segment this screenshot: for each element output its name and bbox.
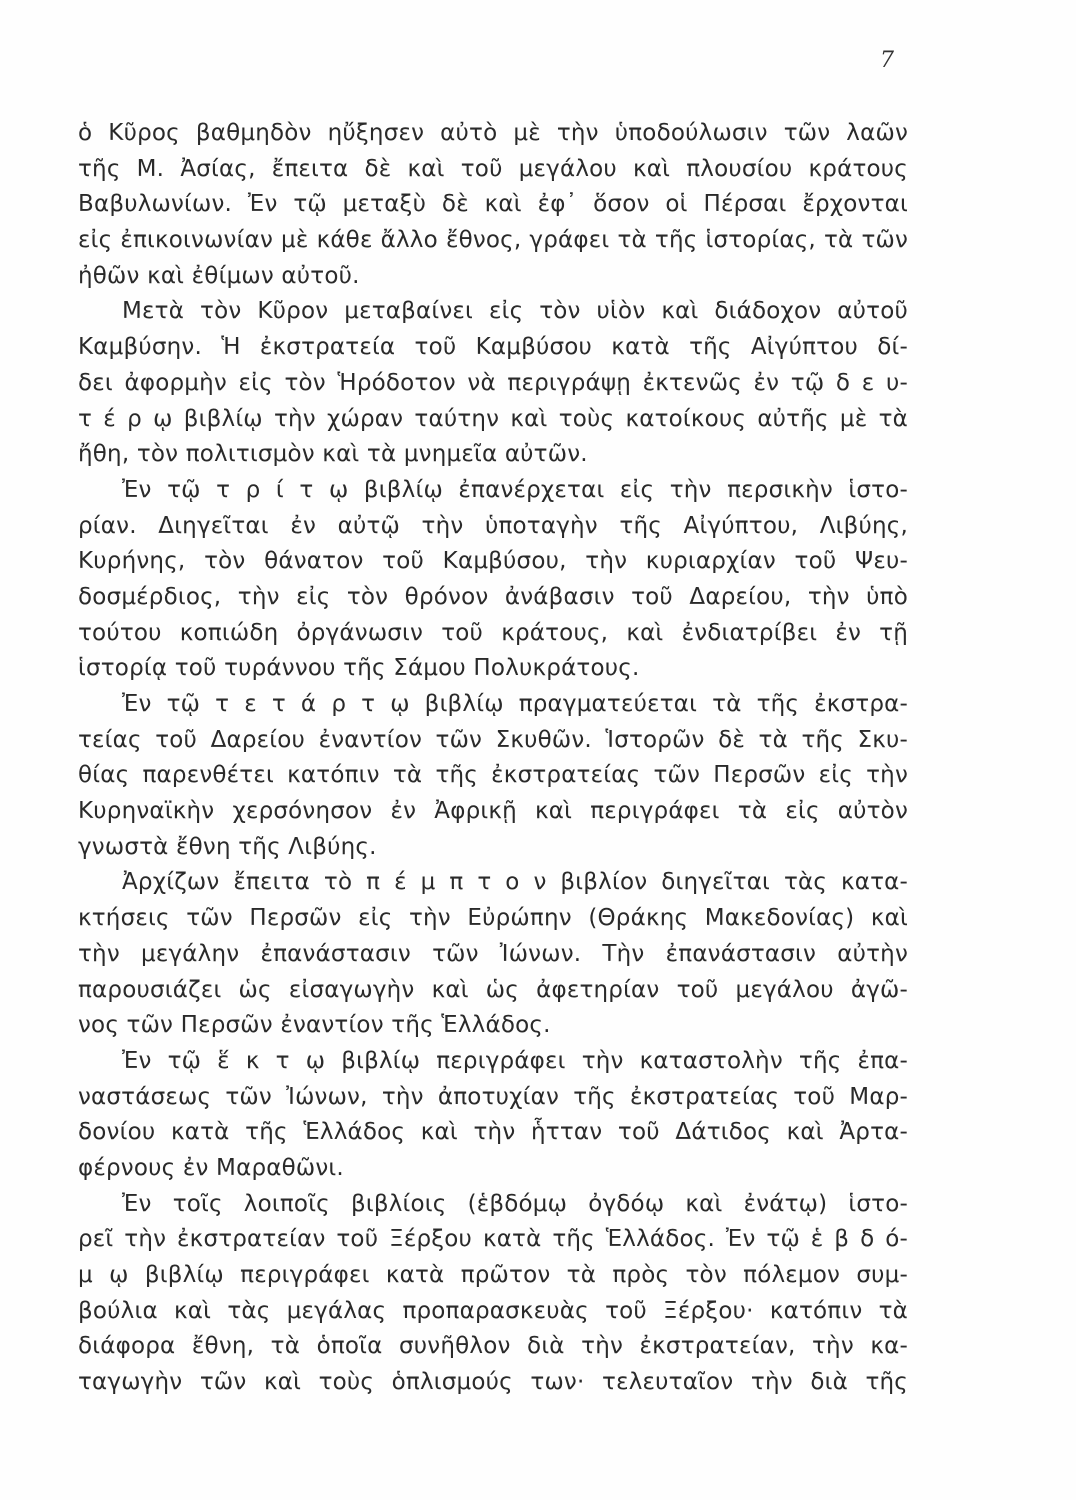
- text-line: τούτου κοπιώδη ὀργάνωσιν τοῦ κράτους, καὶ ἐνδιατρίβει ἐν τῇ: [78, 619, 908, 646]
- text-line: ἤθη, τὸν πολιτισμὸν καὶ τὰ μνημεῖα αὐτῶν.: [78, 441, 588, 468]
- text-line: ὁ Κῦρος βαθμηδὸν ηὔξησεν αὐτὸ μὲ τὴν ὑποδούλωσιν τῶν λαῶν: [78, 120, 908, 146]
- text-line: Ἐν τῷ τ ρ ί τ ῳ βιβλίῳ ἐπανέρχεται εἰς τὴν περσικὴν ἱστο-: [122, 476, 908, 503]
- text-line: κτήσεις τῶν Περσῶν εἰς τὴν Εὐρώπην (Θράκης Μακεδονίας) καὶ: [78, 905, 908, 932]
- text-line: Κυρηναϊκὴν χερσόνησον ἐν Ἀφρικῇ καὶ περιγράφει τὰ εἰς αὐτὸν: [78, 798, 908, 825]
- body-text: [78, 116, 908, 1401]
- text-line: ναστάσεως τῶν Ἰώνων, τὴν ἀποτυχίαν τῆς ἐκστρατείας τοῦ Μαρ-: [78, 1083, 908, 1110]
- page-number: 7: [880, 48, 894, 73]
- text-line: βούλια καὶ τὰς μεγάλας προπαρασκευὰς τοῦ Ξέρξου· κατόπιν τὰ: [78, 1297, 908, 1324]
- text-line: διάφορα ἔθνη, τὰ ὁποῖα συνῆθλον διὰ τὴν ἐκστρατείαν, τὴν κα-: [78, 1333, 908, 1360]
- text-line: Ἐν τῷ τ ε τ ά ρ τ ῳ βιβλίῳ πραγματεύεται τὰ τῆς ἐκστρα-: [122, 691, 908, 717]
- text-line: νος τῶν Περσῶν ἐναντίον τῆς Ἑλλάδος.: [78, 1012, 551, 1039]
- text-line: Καμβύσην. Ἡ ἐκστρατεία τοῦ Καμβύσου κατὰ τῆς Αἰγύπτου δί-: [78, 334, 908, 361]
- text-line: φέρνους ἐν Μαραθῶνι.: [78, 1154, 344, 1181]
- text-line: ρεῖ τὴν ἐκστρατείαν τοῦ Ξέρξου κατὰ τῆς Ἑλλάδος. Ἐν τῷ ἑ β δ ό-: [78, 1226, 908, 1253]
- text-line: ρίαν. Διηγεῖται ἐν αὐτῷ τὴν ὑποταγὴν τῆς Αἰγύπτου, Λιβύης,: [78, 512, 908, 539]
- text-line: παρουσιάζει ὡς εἰσαγωγὴν καὶ ὡς ἀφετηρίαν τοῦ μεγάλου ἀγῶ-: [78, 976, 908, 1003]
- text-line: Ἀρχίζων ἔπειτα τὸ π έ μ π τ ο ν βιβλίον διηγεῖται τὰς κατα-: [122, 869, 908, 896]
- text-line: εἰς ἐπικοινωνίαν μὲ κάθε ἄλλο ἔθνος, γράφει τὰ τῆς ἱστορίας, τὰ τῶν: [78, 227, 908, 254]
- text-line: γνωστὰ ἔθνη τῆς Λιβύης.: [78, 833, 377, 860]
- text-line: ταγωγὴν τῶν καὶ τοὺς ὁπλισμούς των· τελευταῖον τὴν διὰ τῆς: [78, 1369, 908, 1396]
- text-line: τὴν μεγάλην ἐπανάστασιν τῶν Ἰώνων. Τὴν ἐπανάστασιν αὐτὴν: [78, 940, 908, 967]
- text-line: Ἐν τῷ ἕ κ τ ῳ βιβλίῳ περιγράφει τὴν καταστολὴν τῆς ἐπα-: [122, 1047, 908, 1074]
- text-line: μ ῳ βιβλίῳ περιγράφει κατὰ πρῶτον τὰ πρὸς τὸν πόλεμον συμ-: [78, 1262, 908, 1288]
- text-line: ἠθῶν καὶ ἐθίμων αὐτοῦ.: [78, 262, 360, 289]
- text-line: δει ἀφορμὴν εἰς τὸν Ἡρόδοτον νὰ περιγράψῃ ἐκτενῶς ἐν τῷ δ ε υ-: [78, 369, 908, 396]
- text-line: Βαβυλωνίων. Ἐν τῷ μεταξὺ δὲ καὶ ἐφ᾽ ὅσον οἱ Πέρσαι ἔρχονται: [78, 191, 908, 218]
- text-line: Κυρήνης, τὸν θάνατον τοῦ Καμβύσου, τὴν κυριαρχίαν τοῦ Ψευ-: [78, 548, 908, 575]
- text-line: θίας παρενθέτει κατόπιν τὰ τῆς ἐκστρατείας τῶν Περσῶν εἰς τὴν: [78, 762, 908, 789]
- text-line: Ἐν τοῖς λοιποῖς βιβλίοις (ἑβδόμῳ ὀγδόῳ καὶ ἐνάτῳ) ἱστο-: [122, 1190, 908, 1217]
- text-line: ἱστορίᾳ τοῦ τυράννου τῆς Σάμου Πολυκράτους.: [78, 655, 640, 682]
- text-line: τ έ ρ ῳ βιβλίῳ τὴν χώραν ταύτην καὶ τοὺς κατοίκους αὐτῆς μὲ τὰ: [78, 405, 908, 432]
- text-line: τείας τοῦ Δαρείου ἐναντίον τῶν Σκυθῶν. Ἱστορῶν δὲ τὰ τῆς Σκυ-: [78, 726, 908, 753]
- text-line: Μετὰ τὸν Κῦρον μεταβαίνει εἰς τὸν υἱὸν καὶ διάδοχον αὐτοῦ: [122, 298, 908, 325]
- text-line: δονίου κατὰ τῆς Ἑλλάδος καὶ τὴν ἧτταν τοῦ Δάτιδος καὶ Ἀρτα-: [78, 1119, 908, 1146]
- text-line: τῆς Μ. Ἀσίας, ἔπειτα δὲ καὶ τοῦ μεγάλου καὶ πλουσίου κράτους: [78, 155, 908, 182]
- text-line: δοσμέρδιος, τὴν εἰς τὸν θρόνον ἀνάβασιν τοῦ Δαρείου, τὴν ὑπὸ: [78, 583, 908, 610]
